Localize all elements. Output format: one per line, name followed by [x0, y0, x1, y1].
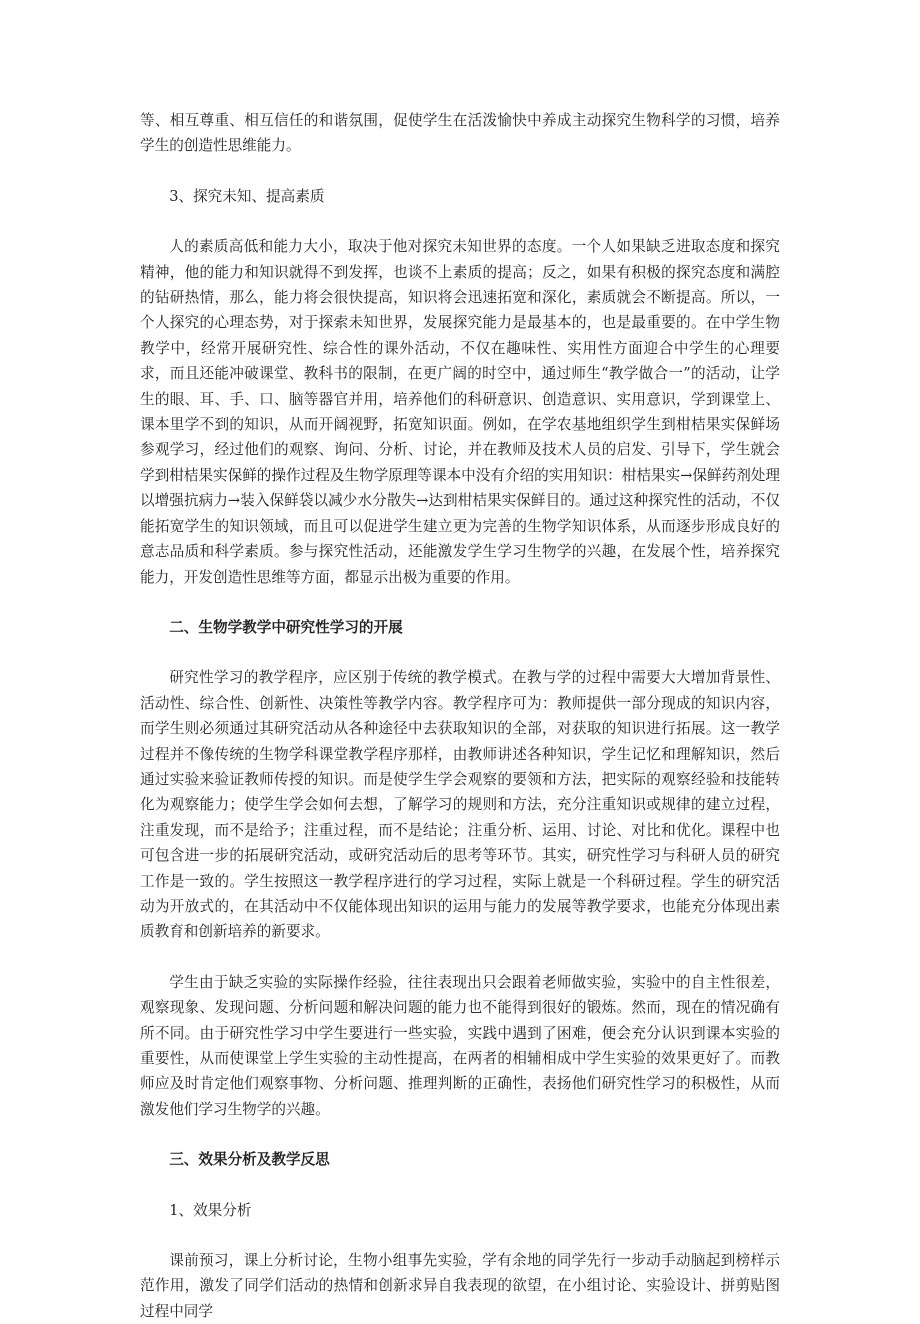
spacer	[140, 159, 780, 184]
paragraph-explore-unknown: 人的素质高低和能力大小，取决于他对探究未知世界的态度。一个人如果缺乏进取态度和探究精神，他的能力和知识就得不到发挥，也谈不上素质的提高；反之，如果有积极的探究态度和满腔的钻研热情，那么，能力将会很快提高，知识将会迅速拓宽和深化，素质就会不断提高。所以，一个人探究的心理态势，对于探索未知世界，发展探究能力是最基本的，也是最重要的。在中学生物教学中，经常开展研究性、综合性的课外活动，不仅在趣味性、实用性方面迎合中学生的心理要求，而且还能冲破课堂、教科书的限制，在更广阔的时空中，通过师生“教学做合一”的活动，让学生的眼、耳、手、口、脑等器官并用，培养他们的科研意识、创造意识、实用意识，学到课堂上、课本里学不到的知识，从而开阔视野，拓宽知识面。例如，在学农基地组织学生到柑桔果实保鲜场参观学习，经过他们的观察、询问、分析、讨论，并在教师及技术人员的启发、引导下，学生就会学到柑桔果实保鲜的操作过程及生物学原理等课本中没有介绍的实用知识：柑桔果实→保鲜药剂处理以增强抗病力→装入保鲜袋以减少水分散失→达到柑桔果实保鲜目的。通过这种探究性的活动，不仅能拓宽学生的知识领域，而且可以促进学生建立更为完善的生物学知识体系，从而逐步形成良好的意志品质和科学素质。参与探究性活动，还能激发学生学习生物学的兴趣，在发展个性，培养探究能力，开发创造性思维等方面，都显示出极为重要的作用。	[140, 238, 780, 586]
spacer	[140, 1173, 780, 1198]
spacer	[140, 640, 780, 665]
spacer	[140, 945, 780, 970]
spacer	[140, 590, 780, 615]
spacer	[140, 1122, 780, 1147]
subsection-title-1: 1、效果分析	[169, 1201, 252, 1219]
paragraph-effect-analysis: 课前预习，课上分析讨论，生物小组事先实验，学有余地的同学先行一步动手动脑起到榜样示范作用，激发了同学们活动的热情和创新求异自我表现的欲望，在小组讨论、实验设计、拼剪贴图过程中同学	[140, 1252, 780, 1320]
spacer	[140, 1223, 780, 1248]
subsection-title-3: 3、探究未知、提高素质	[169, 187, 325, 205]
section-title-2: 二、生物学教学中研究性学习的开展	[169, 618, 403, 636]
section-title-3: 三、效果分析及教学反思	[169, 1151, 330, 1169]
paragraph-research-procedure: 研究性学习的教学程序，应区别于传统的教学模式。在教与学的过程中需要大大增加背景性、活动性、综合性、创新性、决策性等教学内容。教学程序可为：教师提供一部分现成的知识内容，而学生则必须通过其研究活动从各种途径中去获取知识的全部，对获取的知识进行拓展。这一教学过程并不像传统的生物学科课堂教学程序那样，由教师讲述各种知识，学生记忆和理解知识，然后通过实验来验证教师传授的知识。而是使学生学会观察的要领和方法，把实际的观察经验和技能转化为观察能力；使学生学会如何去想，了解学习的规则和方法，充分注重知识或规律的建立过程，注重发现，而不是给予；注重过程，而不是结论；注重分析、运用、讨论、对比和优化。课程中也可包含进一步的拓展研究活动，或研究活动后的思考等环节。其实，研究性学习与科研人员的研究工作是一致的。学生按照这一教学程序进行的学习过程，实际上就是一个科研过程。学生的研究活动为开放式的，在其活动中不仅能体现出知识的运用与能力的发展等教学要求，也能充分体现出素质教育和创新培养的新要求。	[140, 669, 780, 941]
document-page	[140, 108, 780, 1324]
spacer	[140, 209, 780, 234]
paragraph-intro-continuation: 等、相互尊重、相互信任的和谐氛围，促使学生在活泼愉快中养成主动探究生物科学的习惯，培养学生的创造性思维能力。	[140, 112, 780, 155]
paragraph-student-experiments: 学生由于缺乏实验的实际操作经验，往往表现出只会跟着老师做实验，实验中的自主性很差，观察现象、发现问题、分析问题和解决问题的能力也不能得到很好的锻炼。然而，现在的情况确有所不同。由于研究性学习中学生要进行一些实验，实践中遇到了困难，便会充分认识到课本实验的重要性，从而使课堂上学生实验的主动性提高，在两者的相辅相成中学生实验的效果更好了。而教师应及时肯定他们观察事物、分析问题、推理判断的正确性，表扬他们研究性学习的积极性，从而激发他们学习生物学的兴趣。	[140, 973, 780, 1118]
